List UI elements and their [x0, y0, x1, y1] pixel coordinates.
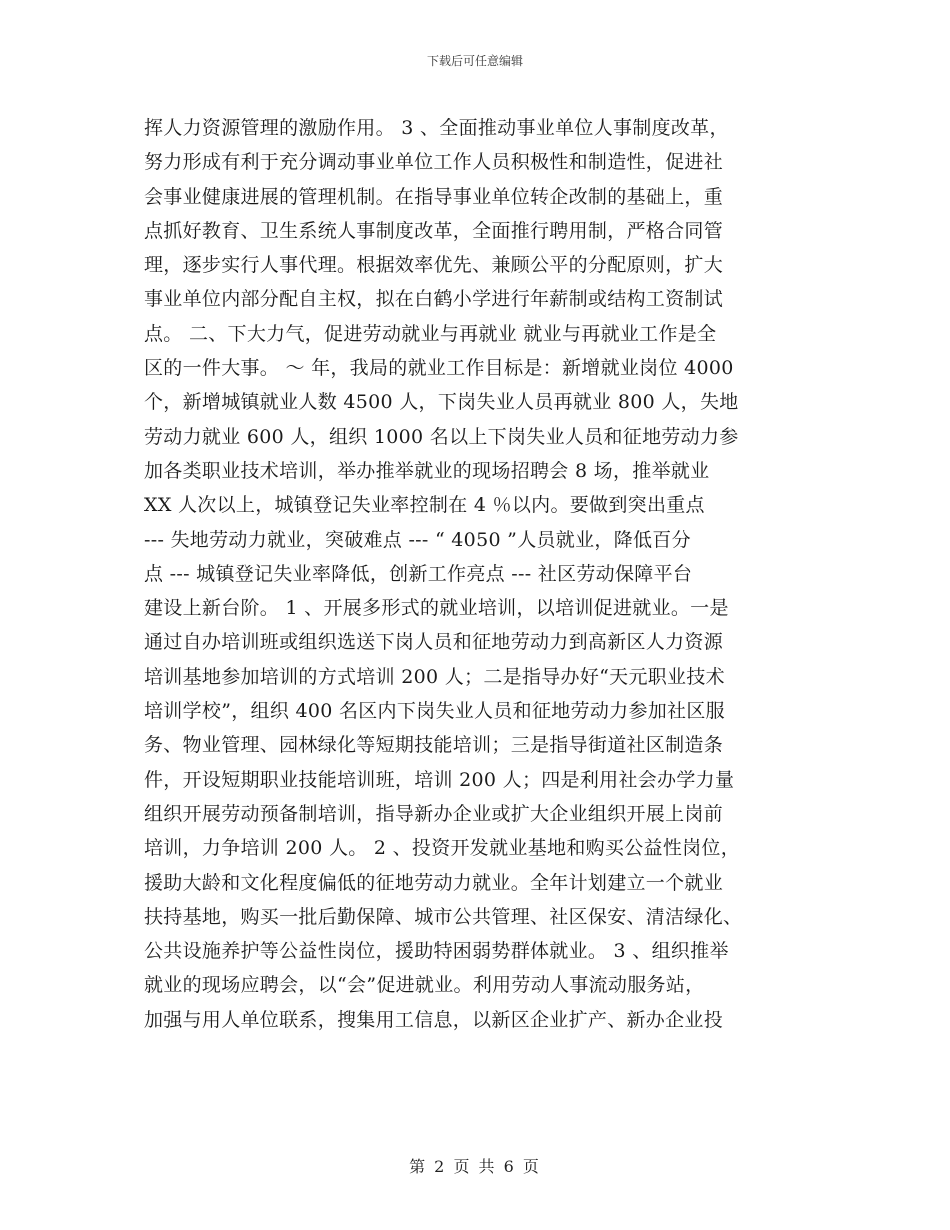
body-line: 点。 二、下大力气，促进劳动就业与再就业 就业与再就业工作是全: [144, 322, 717, 345]
body-line: 个，新增城镇就业人数 4500 人，下岗失业人员再就业 800 人，失地: [144, 391, 739, 414]
body-line: XX 人次以上，城镇登记失业率控制在 4 ％以内。要做到突出重点: [144, 494, 705, 517]
document-body: [144, 111, 814, 1037]
body-line: 培训学校”，组织 400 名区内下岗失业人员和征地劳动力参加社区服: [144, 700, 725, 723]
body-line: 务、物业管理、园林绿化等短期技能培训；三是指导街道社区制造条: [144, 734, 724, 757]
body-line: 件，开设短期职业技能培训班，培训 200 人；四是利用社会办学力量: [144, 768, 735, 791]
body-line: 加各类职业技术培训，举办推举就业的现场招聘会 8 场，推举就业: [144, 459, 710, 482]
body-line: 区的一件大事。 ～ 年，我局的就业工作目标是：新增就业岗位 4000: [144, 357, 734, 380]
body-line: 挥人力资源管理的激励作用。 3 、全面推动事业单位人事制度改革，: [144, 117, 729, 139]
body-line: 点抓好教育、卫生系统人事制度改革，全面推行聘用制，严格合同管: [144, 219, 724, 242]
body-line: 组织开展劳动预备制培训，指导新办企业或扩大企业组织开展上岗前: [144, 802, 724, 825]
body-line: 劳动力就业 600 人，组织 1000 名以上下岗失业人员和征地劳动力参: [144, 425, 739, 448]
body-line: 点 --- 城镇登记失业率降低，创新工作亮点 --- 社区劳动保障平台: [144, 562, 693, 585]
body-line: 建设上新台阶。 1 、开展多形式的就业培训，以培训促进就业。一是: [144, 597, 729, 620]
body-line: 培训基地参加培训的方式培训 200 人；二是指导办好“天元职业技术: [144, 665, 725, 688]
body-line: 扶持基地，购买一批后勤保障、城市公共管理、社区保安、清洁绿化、: [144, 905, 743, 928]
body-line: 公共设施养护等公益性岗位，援助特困弱势群体就业。 3 、组织推举: [144, 940, 729, 963]
body-line: 加强与用人单位联系，搜集用工信息，以新区企业扩产、新办企业投: [144, 1008, 724, 1031]
body-line: 会事业健康进展的管理机制。在指导事业单位转企改制的基础上，重: [144, 185, 724, 208]
body-line: 努力形成有利于充分调动事业单位工作人员积极性和制造性，促进社: [144, 151, 724, 174]
body-line: 援助大龄和文化程度偏低的征地劳动力就业。全年计划建立一个就业: [144, 871, 724, 894]
body-line: --- 失地劳动力就业，突破难点 --- “ 4050 ”人员就业，降低百分: [144, 528, 691, 551]
page-header: 下载后可任意编辑: [426, 54, 523, 68]
body-line: 就业的现场应聘会，以“会”促进就业。利用劳动人事流动服务站，: [144, 974, 705, 997]
body-line: 事业单位内部分配自主权，拟在白鹤小学进行年薪制或结构工资制试: [144, 288, 724, 311]
body-line: 培训，力争培训 200 人。 2 、投资开发就业基地和购买公益性岗位，: [144, 837, 741, 860]
body-line: 通过自办培训班或组织选送下岗人员和征地劳动力到高新区人力资源: [144, 631, 724, 654]
page-number-footer: 第 2 页 共 6 页: [409, 1157, 541, 1176]
body-line: 理，逐步实行人事代理。根据效率优先、兼顾公平的分配原则，扩大: [144, 254, 724, 277]
